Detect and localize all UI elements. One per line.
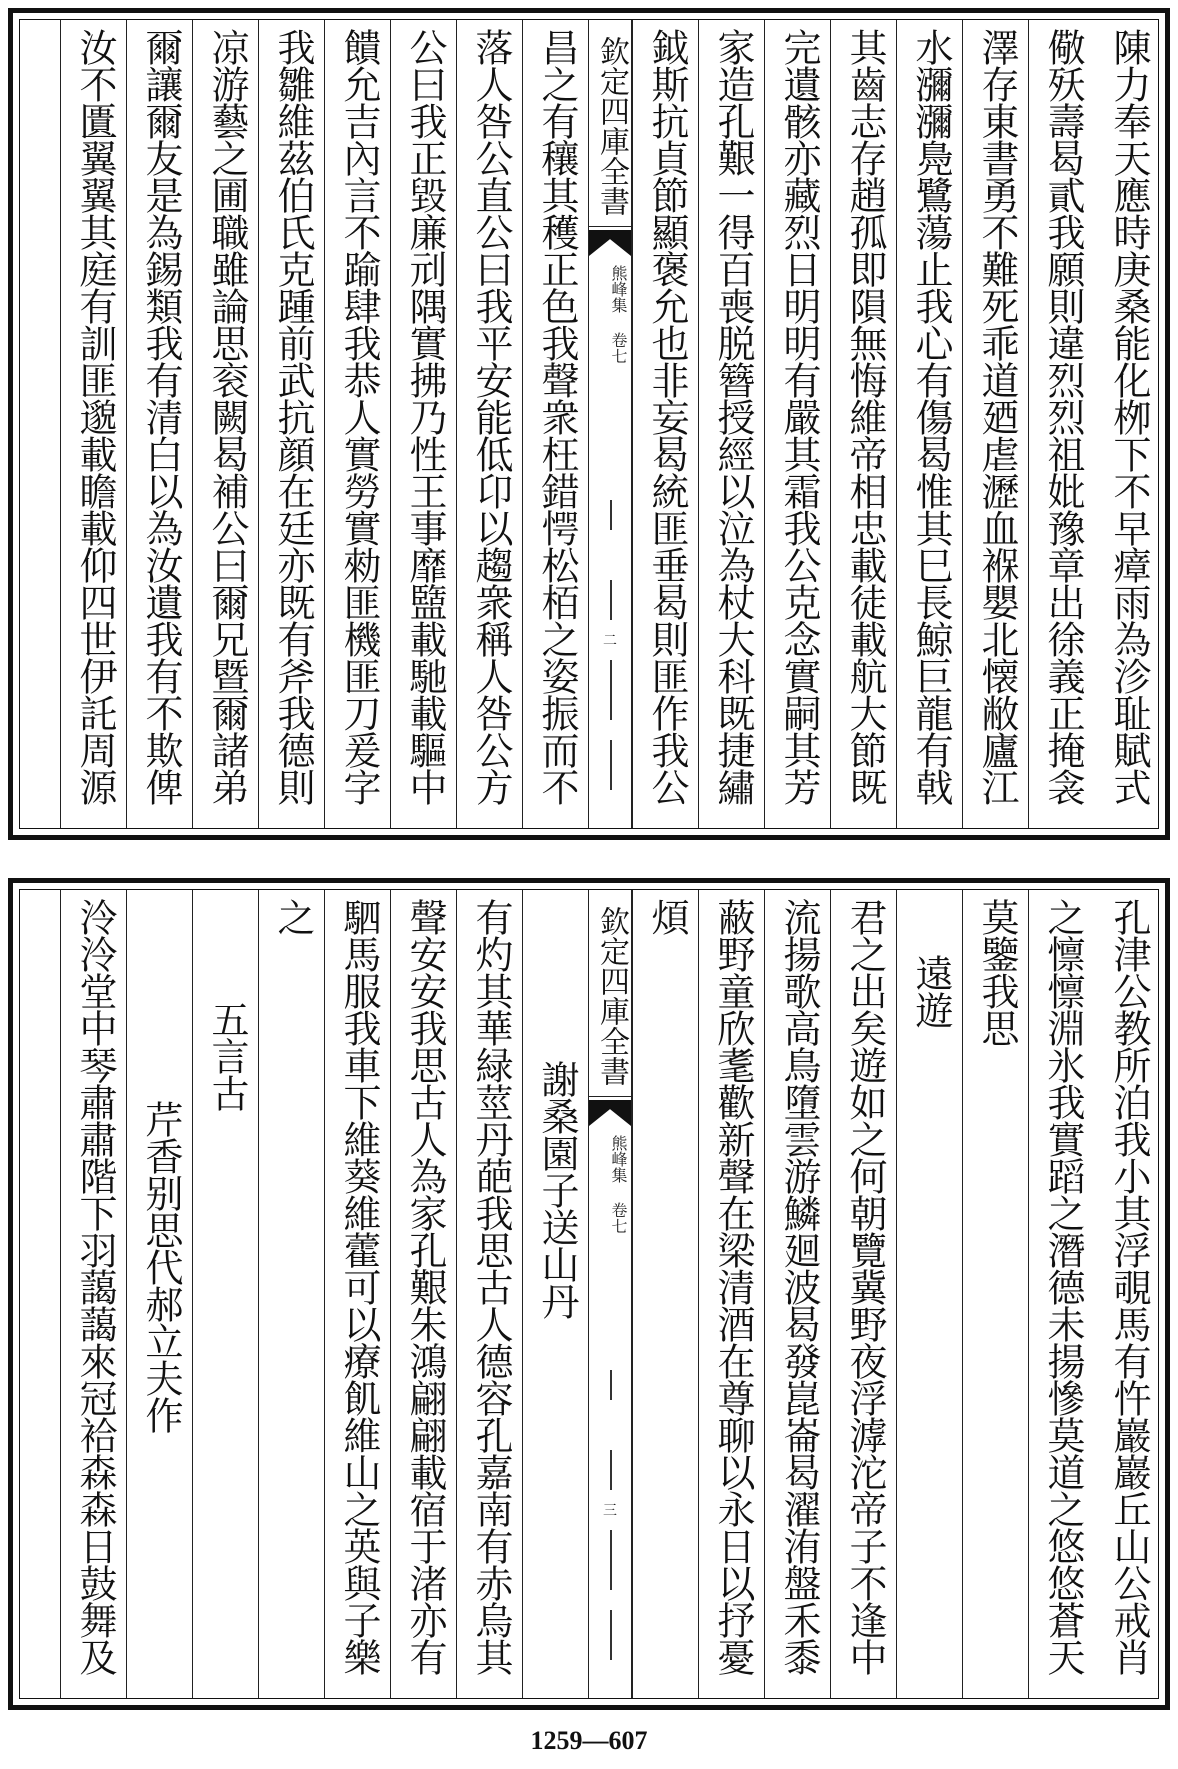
- text-column: 儆殀壽曷貳我願則違烈烈祖妣豫章出徐義正掩衾: [1028, 20, 1094, 828]
- page-number: 1259—607: [530, 1726, 648, 1755]
- volume-label: 熊峰集 卷七: [609, 1135, 628, 1234]
- text-column: 汝不匱翼翼其庭有訓匪邈載瞻載仰四世伊託周源: [60, 20, 126, 828]
- center-gutter: [588, 890, 632, 1698]
- gutter-rule: [610, 740, 612, 790]
- folio-number: 三: [603, 1503, 617, 1519]
- text-column: 蔽野童欣耄歡新聲在梁清酒在尊聊以永日以抒憂: [698, 890, 764, 1698]
- gutter-rule: [610, 660, 612, 720]
- text-column: 完遺骸亦藏烈日明明有嚴其霜我公克念實嗣其芳: [764, 20, 830, 828]
- gutter-rule: [610, 580, 612, 620]
- gutter-rule: [610, 500, 612, 530]
- text-column: 莫鑒我思: [962, 890, 1028, 1698]
- text-column: 之懔懔淵氷我實蹈之潛德未揚慘莫道之悠悠蒼天: [1028, 890, 1094, 1698]
- text-column: 爾讓爾友是為錫類我有清白以為汝遺我有不欺俾: [126, 20, 192, 828]
- gutter-rule: [610, 1610, 612, 1660]
- text-column: 澤存東書勇不難死乖道廼虐瀝血褓嬰北懐敝廬江: [962, 20, 1028, 828]
- text-column: 昌之有穰其穫正色我聲衆枉錯愕松栢之姿振而不: [522, 20, 588, 828]
- text-column: 五言古: [192, 890, 258, 1698]
- gutter-rule: [610, 1530, 612, 1590]
- text-column: 煩: [632, 890, 698, 1698]
- text-column: 公曰我正毀廉刓隅實拂乃性王事靡盬載馳載驅中: [390, 20, 456, 828]
- text-column: 饋允吉內言不踰肆我恭人實勞實勑匪機匪刀爰字: [324, 20, 390, 828]
- book-title: 欽定四庫全書: [589, 24, 631, 227]
- text-column: 之: [258, 890, 324, 1698]
- text-column: 陳力奉天應時庚桑能化栁下不早瘴雨為沴耻賦式: [1107, 28, 1151, 805]
- text-column: 駟馬服我車下維葵維藿可以療飢維山之英與子樂: [324, 890, 390, 1698]
- text-column: 家造孔艱一得百喪脱簪授經以泣為杖大科既捷繡: [698, 20, 764, 828]
- text-column: 其齒志存趙孤即隕無悔維帝相忠載徒載航大節既: [830, 20, 896, 828]
- text-column: 流揚歌高鳥墮雲游鱗廻波曷發崑崙曷濯洧盤禾黍: [764, 890, 830, 1698]
- page-bottom: [8, 878, 1170, 1710]
- text-column: 有灼其華緑莖丹葩我思古人德容孔嘉南有赤烏其: [456, 890, 522, 1698]
- volume-label: 熊峰集 卷七: [609, 265, 628, 364]
- text-column: 聲安安我思古人為家孔艱朱鴻翩翩載宿于渚亦有: [390, 890, 456, 1698]
- fish-tail-mark: [589, 230, 631, 256]
- page-frame-bottom: [19, 889, 1159, 1699]
- fish-tail-mark: [589, 1100, 631, 1126]
- folio-number: 二: [603, 633, 617, 649]
- text-column: 我雛維茲伯氏克踵前武抗顔在廷亦既有斧我德則: [258, 20, 324, 828]
- page-frame-top: [19, 19, 1159, 829]
- gutter-rule: [610, 1450, 612, 1490]
- center-gutter: [588, 20, 632, 828]
- page-top: [8, 8, 1170, 840]
- text-column: 泠泠堂中琴肅肅階下羽藹藹來冠袷森森日鼓舞及: [60, 890, 126, 1698]
- text-column: 君之出矣遊如之何朝覽冀野夜浮滹沱帝子不逢中: [830, 890, 896, 1698]
- text-column: 謝桑園子送山丹: [522, 890, 588, 1698]
- text-column: 水瀰瀰鳧鷺蕩止我心有傷曷惟其巳長鯨巨龍有戟: [896, 20, 962, 828]
- text-column: 鉞斯抗貞節顯褒允也非妄曷統匪垂曷則匪作我公: [632, 20, 698, 828]
- text-column: 遠遊: [896, 890, 962, 1698]
- text-column: 凉游藝之圃職雖論思衮闕曷補公曰爾兄暨爾諸弟: [192, 20, 258, 828]
- text-column: 孔津公教所泊我小其浮覗馬有忤巖巖丘山公戒肖: [1107, 898, 1151, 1675]
- text-column: 芹香别思代郝立夫作: [126, 890, 192, 1698]
- book-title: 欽定四庫全書: [589, 894, 631, 1097]
- text-column: 落人咎公直公曰我平安能低卬以趨衆稱人咎公方: [456, 20, 522, 828]
- gutter-rule: [610, 1370, 612, 1400]
